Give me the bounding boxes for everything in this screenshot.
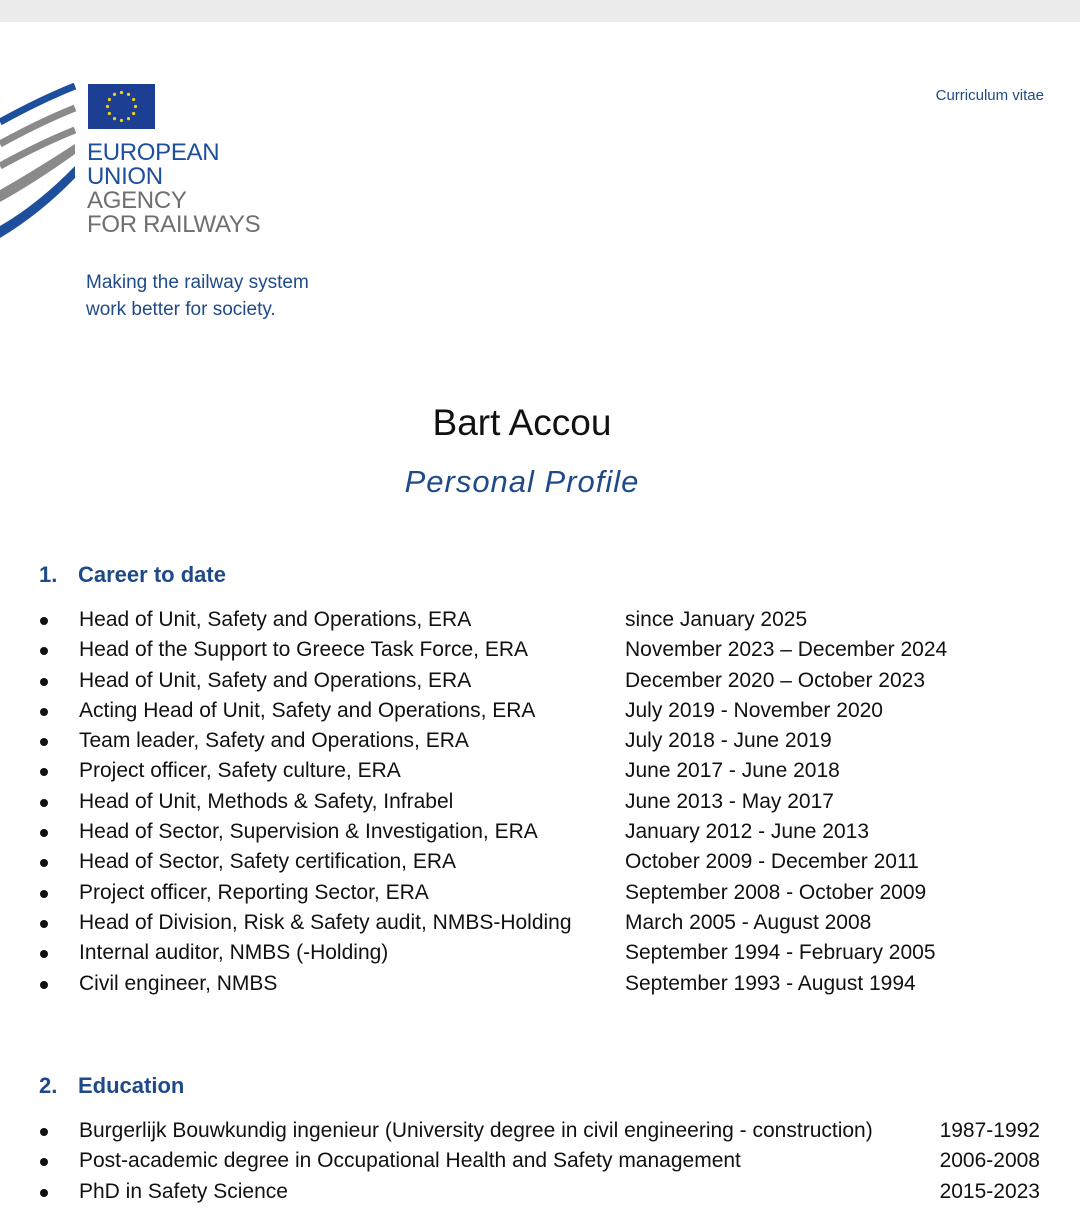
bullet-icon [40, 647, 48, 655]
education-section-heading [39, 1073, 184, 1099]
bullet-icon [40, 859, 48, 867]
career-role: Civil engineer, NMBS [79, 971, 278, 995]
career-period: September 2008 - October 2009 [625, 880, 927, 904]
eu-star-icon [127, 117, 130, 120]
career-item [0, 666, 1080, 696]
eu-star-icon [132, 112, 135, 115]
career-period: November 2023 – December 2024 [625, 638, 948, 662]
career-period: July 2018 - June 2019 [625, 729, 832, 753]
career-item [0, 969, 1080, 999]
education-degree: Post-academic degree in Occupational Health and Safety management [79, 1149, 741, 1173]
education-degree: Burgerlijk Bouwkundig ingenieur (University degree in civil engineering - construction) [79, 1119, 873, 1142]
section-title: Education [78, 1073, 185, 1098]
eu-flag-icon [88, 84, 155, 129]
career-role: Project officer, Safety culture, ERA [79, 759, 401, 783]
profile-subtitle: Personal Profile [404, 464, 640, 499]
career-item [0, 605, 1080, 635]
agency-tagline [86, 269, 309, 323]
career-item [0, 787, 1080, 817]
person-name: Bart Accou [432, 402, 612, 443]
career-period: since January 2025 [625, 608, 808, 631]
career-item [0, 878, 1080, 908]
bullet-icon [40, 678, 48, 686]
career-period: January 2012 - June 2013 [625, 820, 870, 844]
bullet-icon [40, 768, 48, 776]
career-item [0, 756, 1080, 786]
bullet-icon [40, 617, 48, 625]
eu-star-icon [106, 105, 109, 108]
bullet-icon [40, 829, 48, 837]
career-role: Acting Head of Unit, Safety and Operations, ERA [79, 698, 536, 722]
career-period: September 1993 - August 1994 [625, 971, 916, 995]
career-item [0, 817, 1080, 847]
career-role: Head of Unit, Safety and Operations, ERA [79, 608, 472, 631]
section-title: Career to date [78, 562, 226, 587]
eu-star-icon [132, 98, 135, 101]
agency-line-3: AGENCY [87, 187, 187, 214]
tagline-line-1: Making the railway system [86, 272, 309, 293]
career-period: June 2013 - May 2017 [625, 789, 834, 813]
bullet-icon [40, 738, 48, 746]
career-item [0, 938, 1080, 968]
career-role: Head of Unit, Methods & Safety, Infrabel [79, 789, 454, 813]
eu-star-icon [113, 117, 116, 120]
bullet-icon [40, 920, 48, 928]
career-item [0, 696, 1080, 726]
career-period: July 2019 - November 2020 [625, 698, 883, 722]
career-role: Project officer, Reporting Sector, ERA [79, 880, 429, 904]
bullet-icon [40, 890, 48, 898]
career-period: September 1994 - February 2005 [625, 941, 936, 965]
career-role: Head of Sector, Safety certification, ERA [79, 850, 457, 874]
eu-star-icon [127, 93, 130, 96]
career-role: Head of Unit, Safety and Operations, ERA [79, 668, 472, 692]
career-period: March 2005 - August 2008 [625, 910, 872, 934]
career-period: June 2017 - June 2018 [625, 759, 840, 783]
career-period: October 2009 - December 2011 [625, 850, 919, 874]
career-role: Internal auditor, NMBS (-Holding) [79, 941, 389, 965]
education-degree: PhD in Safety Science [79, 1179, 288, 1203]
career-section-heading [39, 562, 226, 588]
eu-star-icon [134, 105, 137, 108]
education-years: 1987-1992 [939, 1119, 1040, 1142]
career-role: Team leader, Safety and Operations, ERA [79, 729, 469, 753]
eu-star-icon [120, 119, 123, 122]
bullet-icon [40, 1158, 48, 1166]
agency-name [87, 141, 260, 237]
bullet-icon [40, 981, 48, 989]
bullet-icon [40, 950, 48, 958]
eu-star-icon [108, 98, 111, 101]
career-item [0, 847, 1080, 877]
career-item [0, 726, 1080, 756]
career-role: Head of Division, Risk & Safety audit, NMBS-Holding [79, 910, 572, 934]
tagline-line-2: work better for society. [86, 299, 276, 320]
section-number: 2. [39, 1073, 58, 1098]
education-list [0, 1116, 1080, 1207]
career-item [0, 635, 1080, 665]
agency-line-2: UNION [87, 163, 163, 190]
career-item [0, 908, 1080, 938]
eu-star-icon [120, 91, 123, 94]
education-item [0, 1116, 1080, 1146]
viewer-top-bar [0, 0, 1080, 22]
career-period: December 2020 – October 2023 [625, 668, 926, 692]
section-number: 1. [39, 562, 58, 587]
bullet-icon [40, 799, 48, 807]
bullet-icon [40, 708, 48, 716]
document-label: Curriculum vitae [935, 87, 1044, 104]
education-years: 2015-2023 [939, 1179, 1040, 1203]
agency-logo-swoosh [0, 80, 78, 240]
education-item [0, 1177, 1080, 1207]
education-item [0, 1146, 1080, 1176]
eu-star-icon [113, 93, 116, 96]
bullet-icon [40, 1128, 48, 1136]
career-list [0, 605, 1080, 999]
eu-star-icon [108, 112, 111, 115]
bullet-icon [40, 1189, 48, 1197]
career-role: Head of Sector, Supervision & Investigation, ERA [79, 820, 538, 844]
agency-line-1: EUROPEAN [87, 139, 220, 166]
education-years: 2006-2008 [939, 1149, 1040, 1173]
agency-line-4: FOR RAILWAYS [87, 211, 261, 238]
career-role: Head of the Support to Greece Task Force, ERA [79, 638, 529, 662]
